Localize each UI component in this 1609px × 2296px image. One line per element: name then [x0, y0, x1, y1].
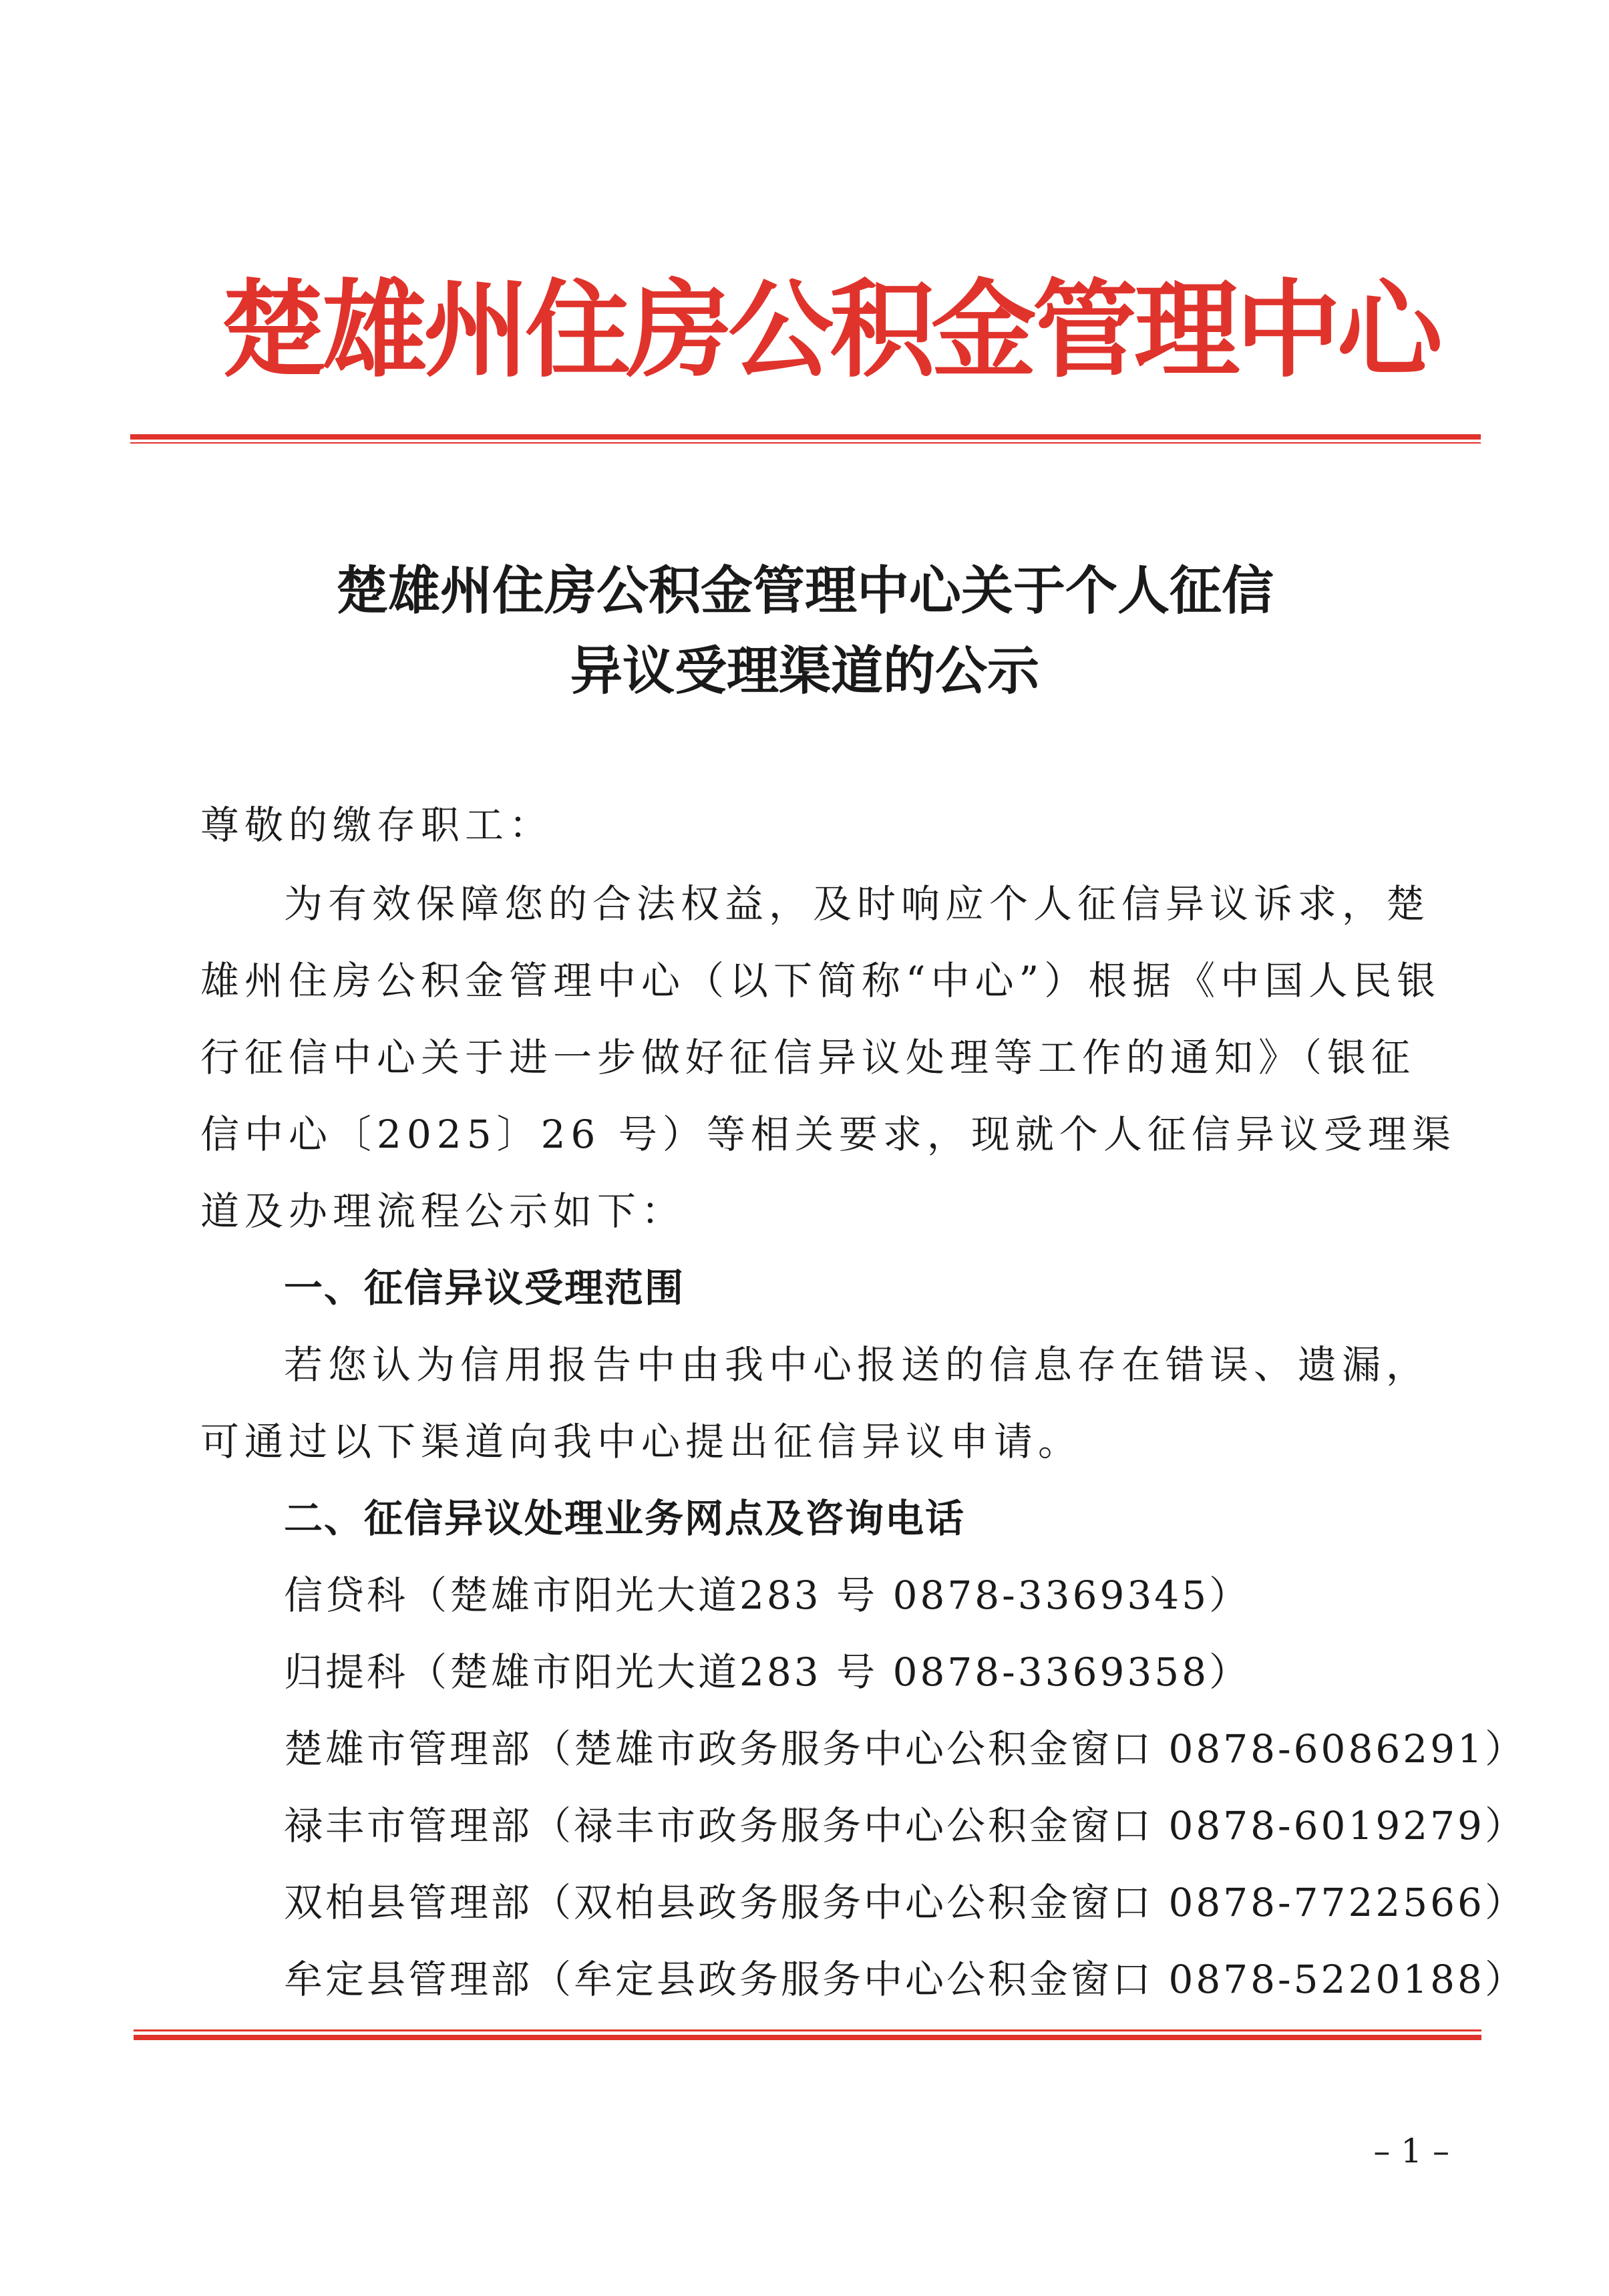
- intro-line: 信中心〔2025〕26 号）等相关要求，现就个人征信异议受理渠: [200, 1112, 1456, 1157]
- document-title-line-1: 楚雄州住房公积金管理中心关于个人征信: [335, 561, 1274, 621]
- masthead-title: 楚雄州住房公积金管理中心: [220, 269, 1439, 392]
- office-entry: 双柏县管理部（双柏县政务服务中心公积金窗口 0878-7722566）: [284, 1880, 1526, 1925]
- salutation: 尊敬的缴存职工：: [200, 802, 554, 848]
- document-title-line-2: 异议受理渠道的公示: [570, 641, 1039, 701]
- section-1-line: 可通过以下渠道向我中心提出征信异议申请。: [200, 1419, 1083, 1464]
- intro-line: 道及办理流程公示如下：: [200, 1188, 686, 1234]
- office-entry: 信贷科（楚雄市阳光大道283 号 0878-3369345）: [284, 1573, 1251, 1618]
- masthead-rule: [130, 434, 1481, 440]
- intro-line: 行征信中心关于进一步做好征信异议处理等工作的通知》（银征: [200, 1035, 1416, 1080]
- office-entry: 归提科（楚雄市阳光大道283 号 0878-3369358）: [284, 1649, 1251, 1695]
- page-number: – 1 –: [1373, 2132, 1449, 2170]
- intro-line: 为有效保障您的合法权益，及时响应个人征信异议诉求，楚: [284, 881, 1431, 927]
- section-2-heading: 二、征信异议处理业务网点及咨询电话: [284, 1496, 966, 1541]
- section-1-line: 若您认为信用报告中由我中心报送的信息存在错误、遗漏，: [284, 1342, 1431, 1387]
- office-entry: 楚雄市管理部（楚雄市政务服务中心公积金窗口 0878-6086291）: [284, 1726, 1526, 1772]
- office-entry: 禄丰市管理部（禄丰市政务服务中心公积金窗口 0878-6019279）: [284, 1803, 1526, 1848]
- office-entry: 牟定县管理部（牟定县政务服务中心公积金窗口 0878-5220188）: [284, 1957, 1526, 2002]
- footer-rule: [134, 2029, 1481, 2031]
- intro-line: 雄州住房公积金管理中心（以下简称“中心”）根据《中国人民银: [200, 958, 1441, 1003]
- section-1-heading: 一、征信异议受理范围: [284, 1265, 685, 1311]
